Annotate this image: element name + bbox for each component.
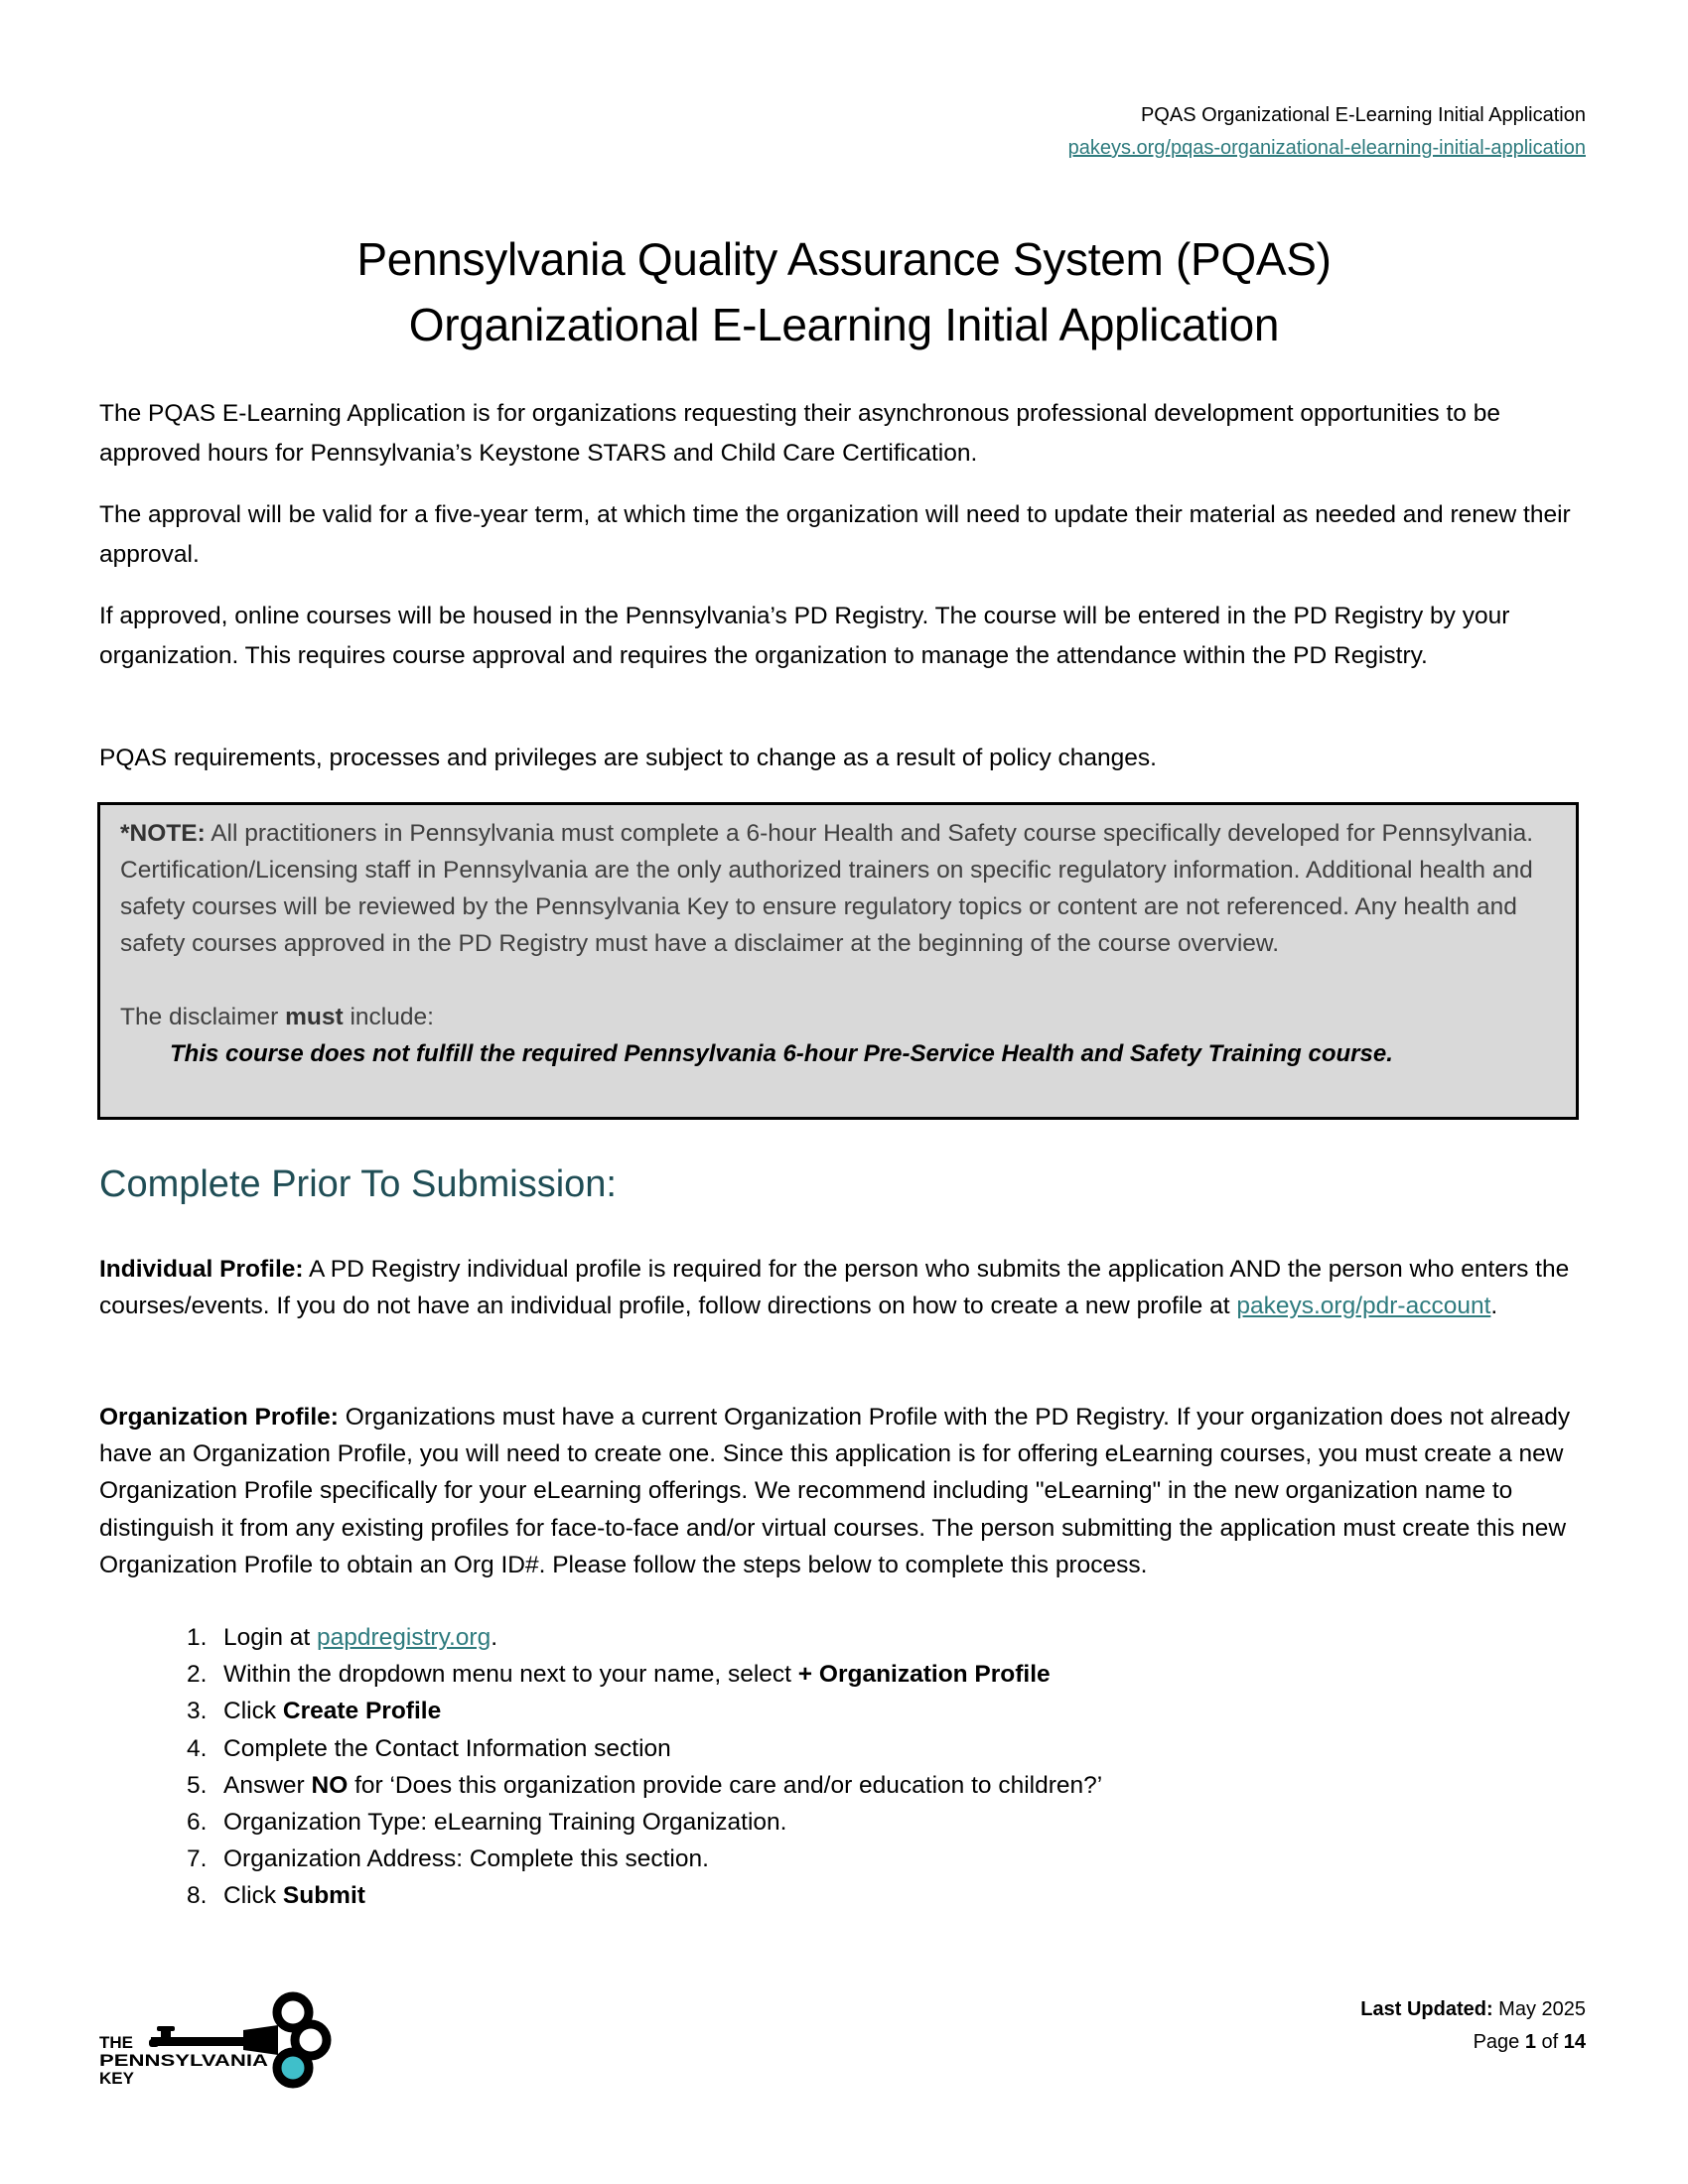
last-updated-label: Last Updated: — [1360, 1998, 1493, 2020]
page-current: 1 — [1524, 2031, 1536, 2053]
individual-profile-label: Individual Profile: — [99, 1256, 304, 1283]
footer-meta — [1360, 1993, 1586, 2059]
header-url-link[interactable]: pakeys.org/pqas-organizational-elearning-initial-application — [1067, 137, 1586, 159]
disclaimer-intro — [120, 999, 1556, 1035]
section-heading: Complete Prior To Submission: — [99, 1163, 617, 1205]
step-number: 2. — [187, 1661, 208, 1689]
page-total: 14 — [1563, 2031, 1586, 2053]
page-title — [0, 226, 1688, 357]
intro-paragraph-4: PQAS requirements, processes and privileges are subject to change as a result of policy changes. — [99, 745, 1157, 771]
step-number: 1. — [187, 1624, 208, 1651]
running-header — [1068, 99, 1586, 165]
step-item — [187, 1730, 1102, 1767]
note-label: *NOTE: — [120, 820, 206, 847]
pdr-account-link[interactable]: pakeys.org/pdr-account — [1236, 1293, 1491, 1319]
step-text: Complete the Contact Information section — [223, 1734, 671, 1762]
organization-profile-label: Organization Profile: — [99, 1404, 339, 1431]
step-number: 3. — [187, 1698, 208, 1725]
logo-text-key: KEY — [99, 2069, 134, 2088]
step-text: Click — [223, 1698, 283, 1725]
step-bold: NO — [311, 1771, 349, 1799]
page-number — [1360, 2026, 1586, 2059]
step-number: 4. — [187, 1734, 208, 1762]
step-number: 7. — [187, 1845, 208, 1873]
disclaimer-must: must — [285, 1004, 344, 1030]
step-text: Answer — [223, 1771, 312, 1799]
disclaimer-intro-pre: The disclaimer — [120, 1004, 286, 1030]
step-item — [187, 1656, 1102, 1693]
step-item — [187, 1693, 1102, 1729]
individual-profile-paragraph — [99, 1251, 1589, 1324]
step-text-post: . — [491, 1624, 498, 1651]
step-bold: Create Profile — [282, 1698, 442, 1725]
key-icon — [99, 1990, 348, 2090]
steps-list — [187, 1619, 1102, 1915]
step-text: Login at — [223, 1624, 317, 1651]
pennsylvania-key-logo — [99, 1990, 348, 2090]
intro-paragraph-3: If approved, online courses will be housed in the Pennsylvania’s PD Registry. The course will be entered in the PD Registry by your organization. This requires course approval and requires the organization to manage the attendance within the PD Registry. — [99, 603, 1510, 669]
individual-profile-after: . — [1490, 1293, 1498, 1319]
step-number: 8. — [187, 1882, 208, 1910]
papdregistry-link[interactable]: papdregistry.org — [317, 1624, 492, 1651]
intro-paragraph-1: The PQAS E-Learning Application is for organizations requesting their asynchronous professional development opportunities to be approved hours for Pennsylvania’s Keystone STARS and Child Care Certification. — [99, 400, 1500, 467]
title-line-2: Organizational E-Learning Initial Application — [408, 299, 1280, 350]
last-updated — [1360, 1993, 1586, 2026]
step-text: Click — [223, 1882, 283, 1910]
step-text: Organization Type: eLearning Training Organization. — [223, 1809, 787, 1837]
step-bold: Submit — [282, 1882, 365, 1910]
step-item — [187, 1877, 1102, 1914]
step-number: 6. — [187, 1809, 208, 1837]
step-text-post: for ‘Does this organization provide care and/or education to children?’ — [348, 1771, 1103, 1799]
disclaimer-intro-post: include: — [343, 1004, 434, 1030]
last-updated-value: May 2025 — [1492, 1998, 1586, 2020]
note-paragraph — [120, 815, 1556, 962]
step-bold: + Organization Profile — [797, 1661, 1051, 1689]
step-text: Within the dropdown menu next to your name, select — [223, 1661, 798, 1689]
note-text: All practitioners in Pennsylvania must complete a 6-hour Health and Safety course specifically developed for Pennsylvania. Certification/Licensing staff in Pennsylvania are the only authorized trainers on specific regulatory information. Additional health and safety courses will be reviewed by the Pennsylvania Key to ensure regulatory topics or content are not referenced. Any health and safety courses approved in the PD Registry must have a disclaimer at the beginning of the course overview. — [120, 820, 1534, 957]
logo-text-pennsylvania: PENNSYLVANIA — [99, 2051, 268, 2070]
step-item — [187, 1619, 1102, 1656]
title-line-1: Pennsylvania Quality Assurance System (PQAS) — [356, 233, 1332, 285]
step-item — [187, 1804, 1102, 1841]
page-of: of — [1535, 2031, 1564, 2053]
logo-text-the: THE — [99, 2033, 133, 2052]
step-item — [187, 1841, 1102, 1877]
disclaimer-text: This course does not fulfill the required Pennsylvania 6-hour Pre-Service Health and Safety Training course. — [170, 1040, 1393, 1067]
individual-profile-text: A PD Registry individual profile is required for the person who submits the application AND the person who enters the courses/events. If you do not have an individual profile, follow directions on how to create a new profile at — [99, 1256, 1570, 1319]
organization-profile-text: Organizations must have a current Organization Profile with the PD Registry. If your organization does not already have an Organization Profile, you will need to create one. Since this application is for offering eLearning courses, you must create a new Organization Profile specifically for your eLearning offerings. We recommend including "eLearning" in the new organization name to distinguish it from any existing profiles for face-to-face and/or virtual courses. The person submitting the application must create this new Organization Profile to obtain an Org ID#. Please follow the steps below to complete this process. — [99, 1404, 1571, 1578]
step-text: Organization Address: Complete this section. — [223, 1845, 709, 1873]
note-box — [97, 802, 1579, 1120]
step-number: 5. — [187, 1771, 208, 1799]
step-item — [187, 1767, 1102, 1804]
intro-paragraph-2: The approval will be valid for a five-year term, at which time the organization will need to update their material as needed and renew their approval. — [99, 501, 1571, 568]
header-doc-title: PQAS Organizational E-Learning Initial Application — [1140, 104, 1586, 126]
page-label: Page — [1473, 2031, 1525, 2053]
organization-profile-paragraph — [99, 1399, 1589, 1583]
